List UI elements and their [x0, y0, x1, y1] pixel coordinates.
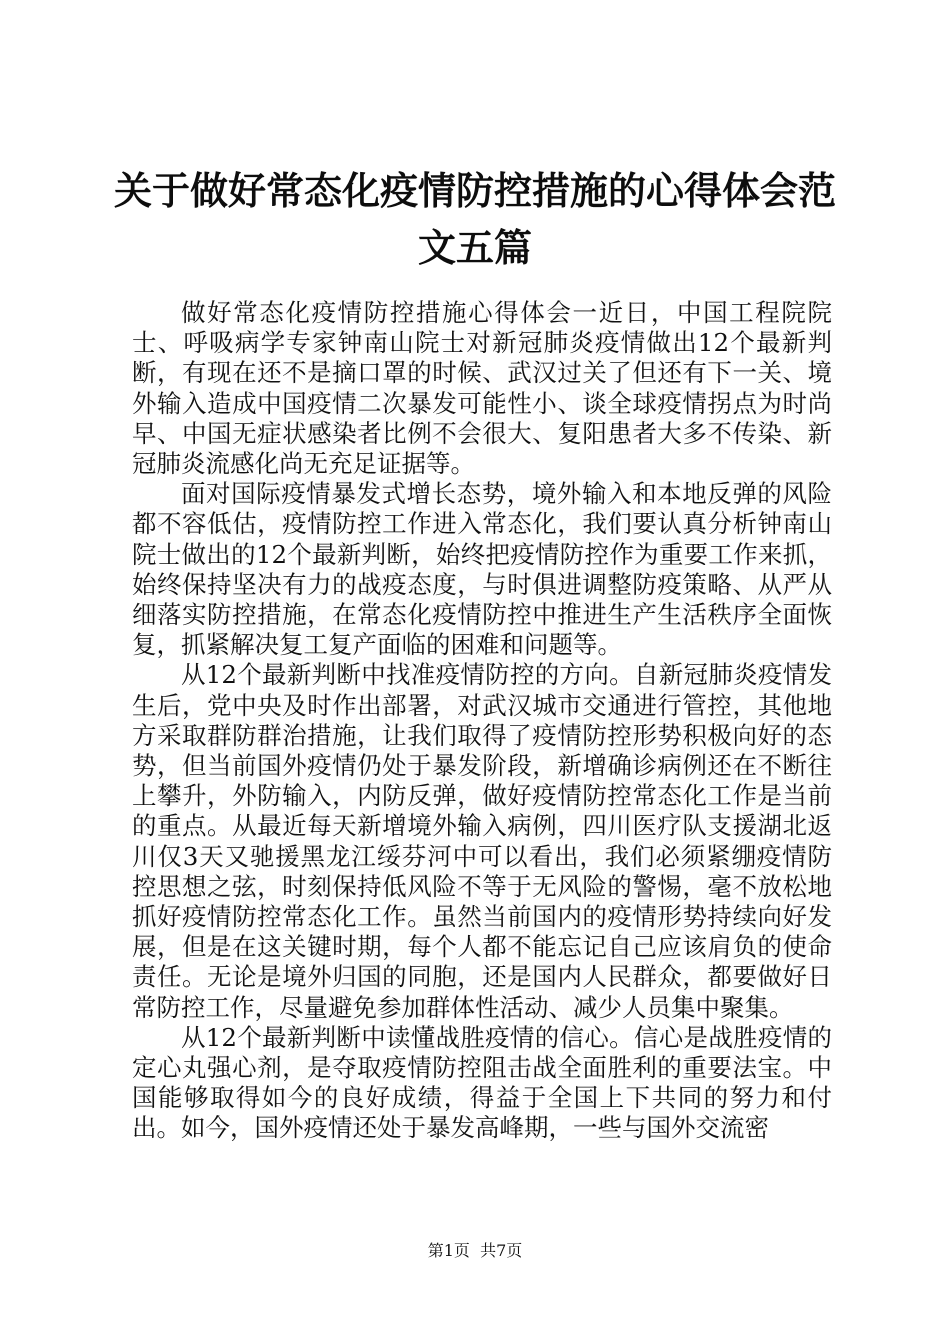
- page-number: 第1页: [427, 1241, 470, 1260]
- paragraph: 从12个最新判断中读懂战胜疫情的信心。信心是战胜疫情的定心丸强心剂，是夺取疫情防控阻击战全面胜利的重要法宝。中国能够取得如今的良好成绩，得益于全国上下共同的努力和付出。如今，国外疫情还处于暴发高峰期，一些与国外交流密: [132, 1022, 832, 1143]
- page-total: 共7页: [480, 1241, 523, 1260]
- document-title: 关于做好常态化疫情防控措施的心得体会范文五篇: [113, 168, 836, 270]
- paragraph: 从12个最新判断中找准疫情防控的方向。自新冠肺炎疫情发生后，党中央及时作出部署，对武汉城市交通进行管控，其他地方采取群防群治措施，让我们取得了疫情防控形势积极向好的态势，但当前国外疫情仍处于暴发阶段，新增确诊病例还在不断往上攀升，外防输入，内防反弹，做好疫情防控常态化工作是当前的重点。从最近每天新增境外输入病例，四川医疗队支援湖北返川仅3天又驰援黑龙江绥芬河中可以看出，我们必须紧绷疫情防控思想之弦，时刻保持低风险不等于无风险的警惕，毫不放松地抓好疫情防控常态化工作。虽然当前国内的疫情形势持续向好发展，但是在这关键时期，每个人都不能忘记自己应该肩负的使命责任。无论是境外归国的同胞，还是国内人民群众，都要做好日常防控工作，尽量避免参加群体性活动、减少人员集中聚集。: [132, 660, 832, 1022]
- paragraph: 做好常态化疫情防控措施心得体会一近日，中国工程院院士、呼吸病学专家钟南山院士对新冠肺炎疫情做出12个最新判断，有现在还不是摘口罩的时候、武汉过关了但还有下一关、境外输入造成中国疫情二次暴发可能性小、谈全球疫情拐点为时尚早、中国无症状感染者比例不会很大、复阳患者大多不传染、新冠肺炎流感化尚无充足证据等。: [132, 298, 832, 479]
- document-body: [132, 298, 832, 1144]
- paragraph: 面对国际疫情暴发式增长态势，境外输入和本地反弹的风险都不容低估，疫情防控工作进入常态化，我们要认真分析钟南山院士做出的12个最新判断，始终把疫情防控作为重要工作来抓，始终保持坚决有力的战疫态度，与时俱进调整防疫策略、从严从细落实防控措施，在常态化疫情防控中推进生产生活秩序全面恢复，抓紧解决复工复产面临的困难和问题等。: [132, 479, 832, 660]
- page-footer: [0, 1241, 950, 1261]
